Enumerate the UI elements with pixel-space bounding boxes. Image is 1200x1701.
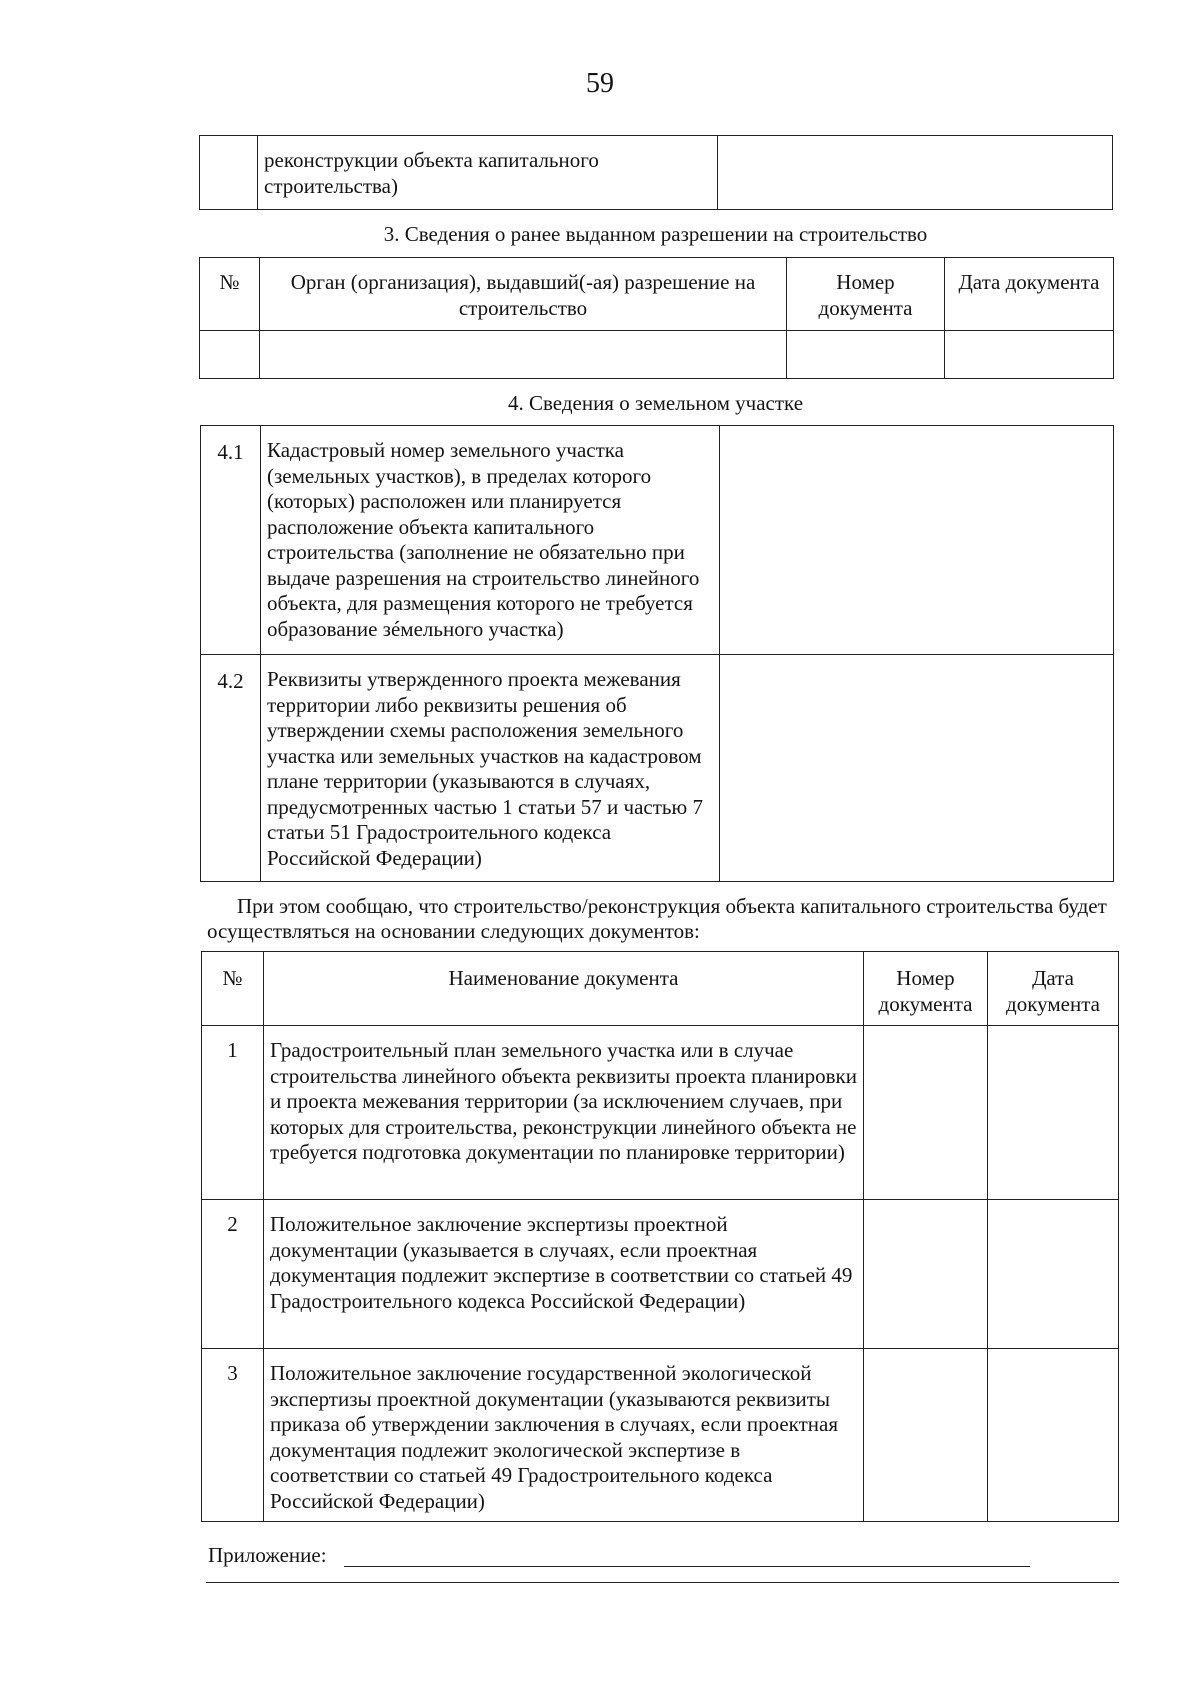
- continuation-text-cell: [258, 136, 718, 210]
- permit-header-date: Дата документа: [945, 258, 1114, 331]
- land-row-value: [720, 426, 1114, 655]
- docs-row-number: [864, 1200, 988, 1349]
- docs-row: [202, 1200, 1119, 1349]
- docs-row-number: [864, 1349, 988, 1522]
- docs-row-num: 2: [202, 1200, 264, 1349]
- documents-table: [201, 951, 1119, 1522]
- docs-row-text: Положительное заключение государственной экологической экспертизы проектной документации (указываются реквизиты приказа об утверждении заключения в случаях, если проектная документация подлежит экологической экспертизе в соответствии со статьей 49 Градостроительного кодекса Российской Федерации): [264, 1349, 864, 1522]
- land-row-num: 4.1: [201, 426, 261, 655]
- page-number: 59: [586, 68, 614, 99]
- docs-row-date: [988, 1200, 1119, 1349]
- docs-row-num: 3: [202, 1349, 264, 1522]
- land-row: [201, 426, 1114, 655]
- continuation-text: реконструкции объекта капитального строительства): [264, 148, 599, 198]
- permit-header-num: №: [200, 258, 260, 331]
- permit-cell: [260, 331, 787, 379]
- docs-row-text: Градостроительный план земельного участка или в случае строительства линейного объекта реквизиты проекта планировки и проекта межевания территории (за исключением случаев, при которых для строительства, реконструкции линейного объекта не требуется подготовка документации по планировке территории): [264, 1026, 864, 1200]
- docs-header-date: Дата документа: [988, 952, 1119, 1026]
- docs-row: [202, 1026, 1119, 1200]
- basis-paragraph: При этом сообщаю, что строительство/реконструкция объекта капитального строительства будет осуществляться на основании следующих документов:: [207, 894, 1107, 943]
- permit-header-organ: Орган (организация), выдавший(-ая) разрешение на строительство: [260, 258, 787, 331]
- land-row-num: 4.2: [201, 655, 261, 882]
- docs-row-num: 1: [202, 1026, 264, 1200]
- section3-heading: 3. Сведения о ранее выданном разрешении на строительство: [383, 222, 928, 246]
- docs-header-num: №: [202, 952, 264, 1026]
- continuation-table: [199, 135, 1113, 210]
- docs-row-number: [864, 1026, 988, 1200]
- docs-row-text: Положительное заключение экспертизы проектной документации (указывается в случаях, если проектная документация подлежит экспертизе в соответствии со статьей 49 Градостроительного кодекса Российской Федерации): [264, 1200, 864, 1349]
- docs-row-date: [988, 1349, 1119, 1522]
- permit-empty-row: [200, 331, 1114, 379]
- continuation-value-cell: [718, 136, 1113, 210]
- attachment-line-2[interactable]: [206, 1582, 1119, 1583]
- docs-row: [202, 1349, 1119, 1522]
- docs-header-name: Наименование документа: [264, 952, 864, 1026]
- section4-heading: 4. Сведения о земельном участке: [507, 391, 804, 415]
- land-table: [200, 425, 1114, 882]
- attachment-line[interactable]: [344, 1566, 1030, 1567]
- land-row-value: [720, 655, 1114, 882]
- permit-cell: [200, 331, 260, 379]
- permit-table: [199, 257, 1114, 379]
- continuation-num-cell: [200, 136, 258, 210]
- permit-header-number: Номер документа: [787, 258, 945, 331]
- land-row-text: Кадастровый номер земельного участка (земельных участков), в пределах которого (которых) расположен или планируется расположение объекта капитального строительства (заполнение не обязательно при выдаче разрешения на строительство линейного объекта, для размещения которого не требуется образование зéмельного участка): [261, 426, 720, 655]
- permit-cell: [787, 331, 945, 379]
- land-row-text: Реквизиты утвержденного проекта межевания территории либо реквизиты решения об утверждении схемы расположения земельного участка или земельных участков на кадастровом плане территории (указываются в случаях, предусмотренных частью 1 статьи 57 и частью 7 статьи 51 Градостроительного кодекса Российской Федерации): [261, 655, 720, 882]
- attachment-label: Приложение:: [208, 1543, 327, 1567]
- land-row: [201, 655, 1114, 882]
- docs-header-number: Номер документа: [864, 952, 988, 1026]
- docs-row-date: [988, 1026, 1119, 1200]
- permit-cell: [945, 331, 1114, 379]
